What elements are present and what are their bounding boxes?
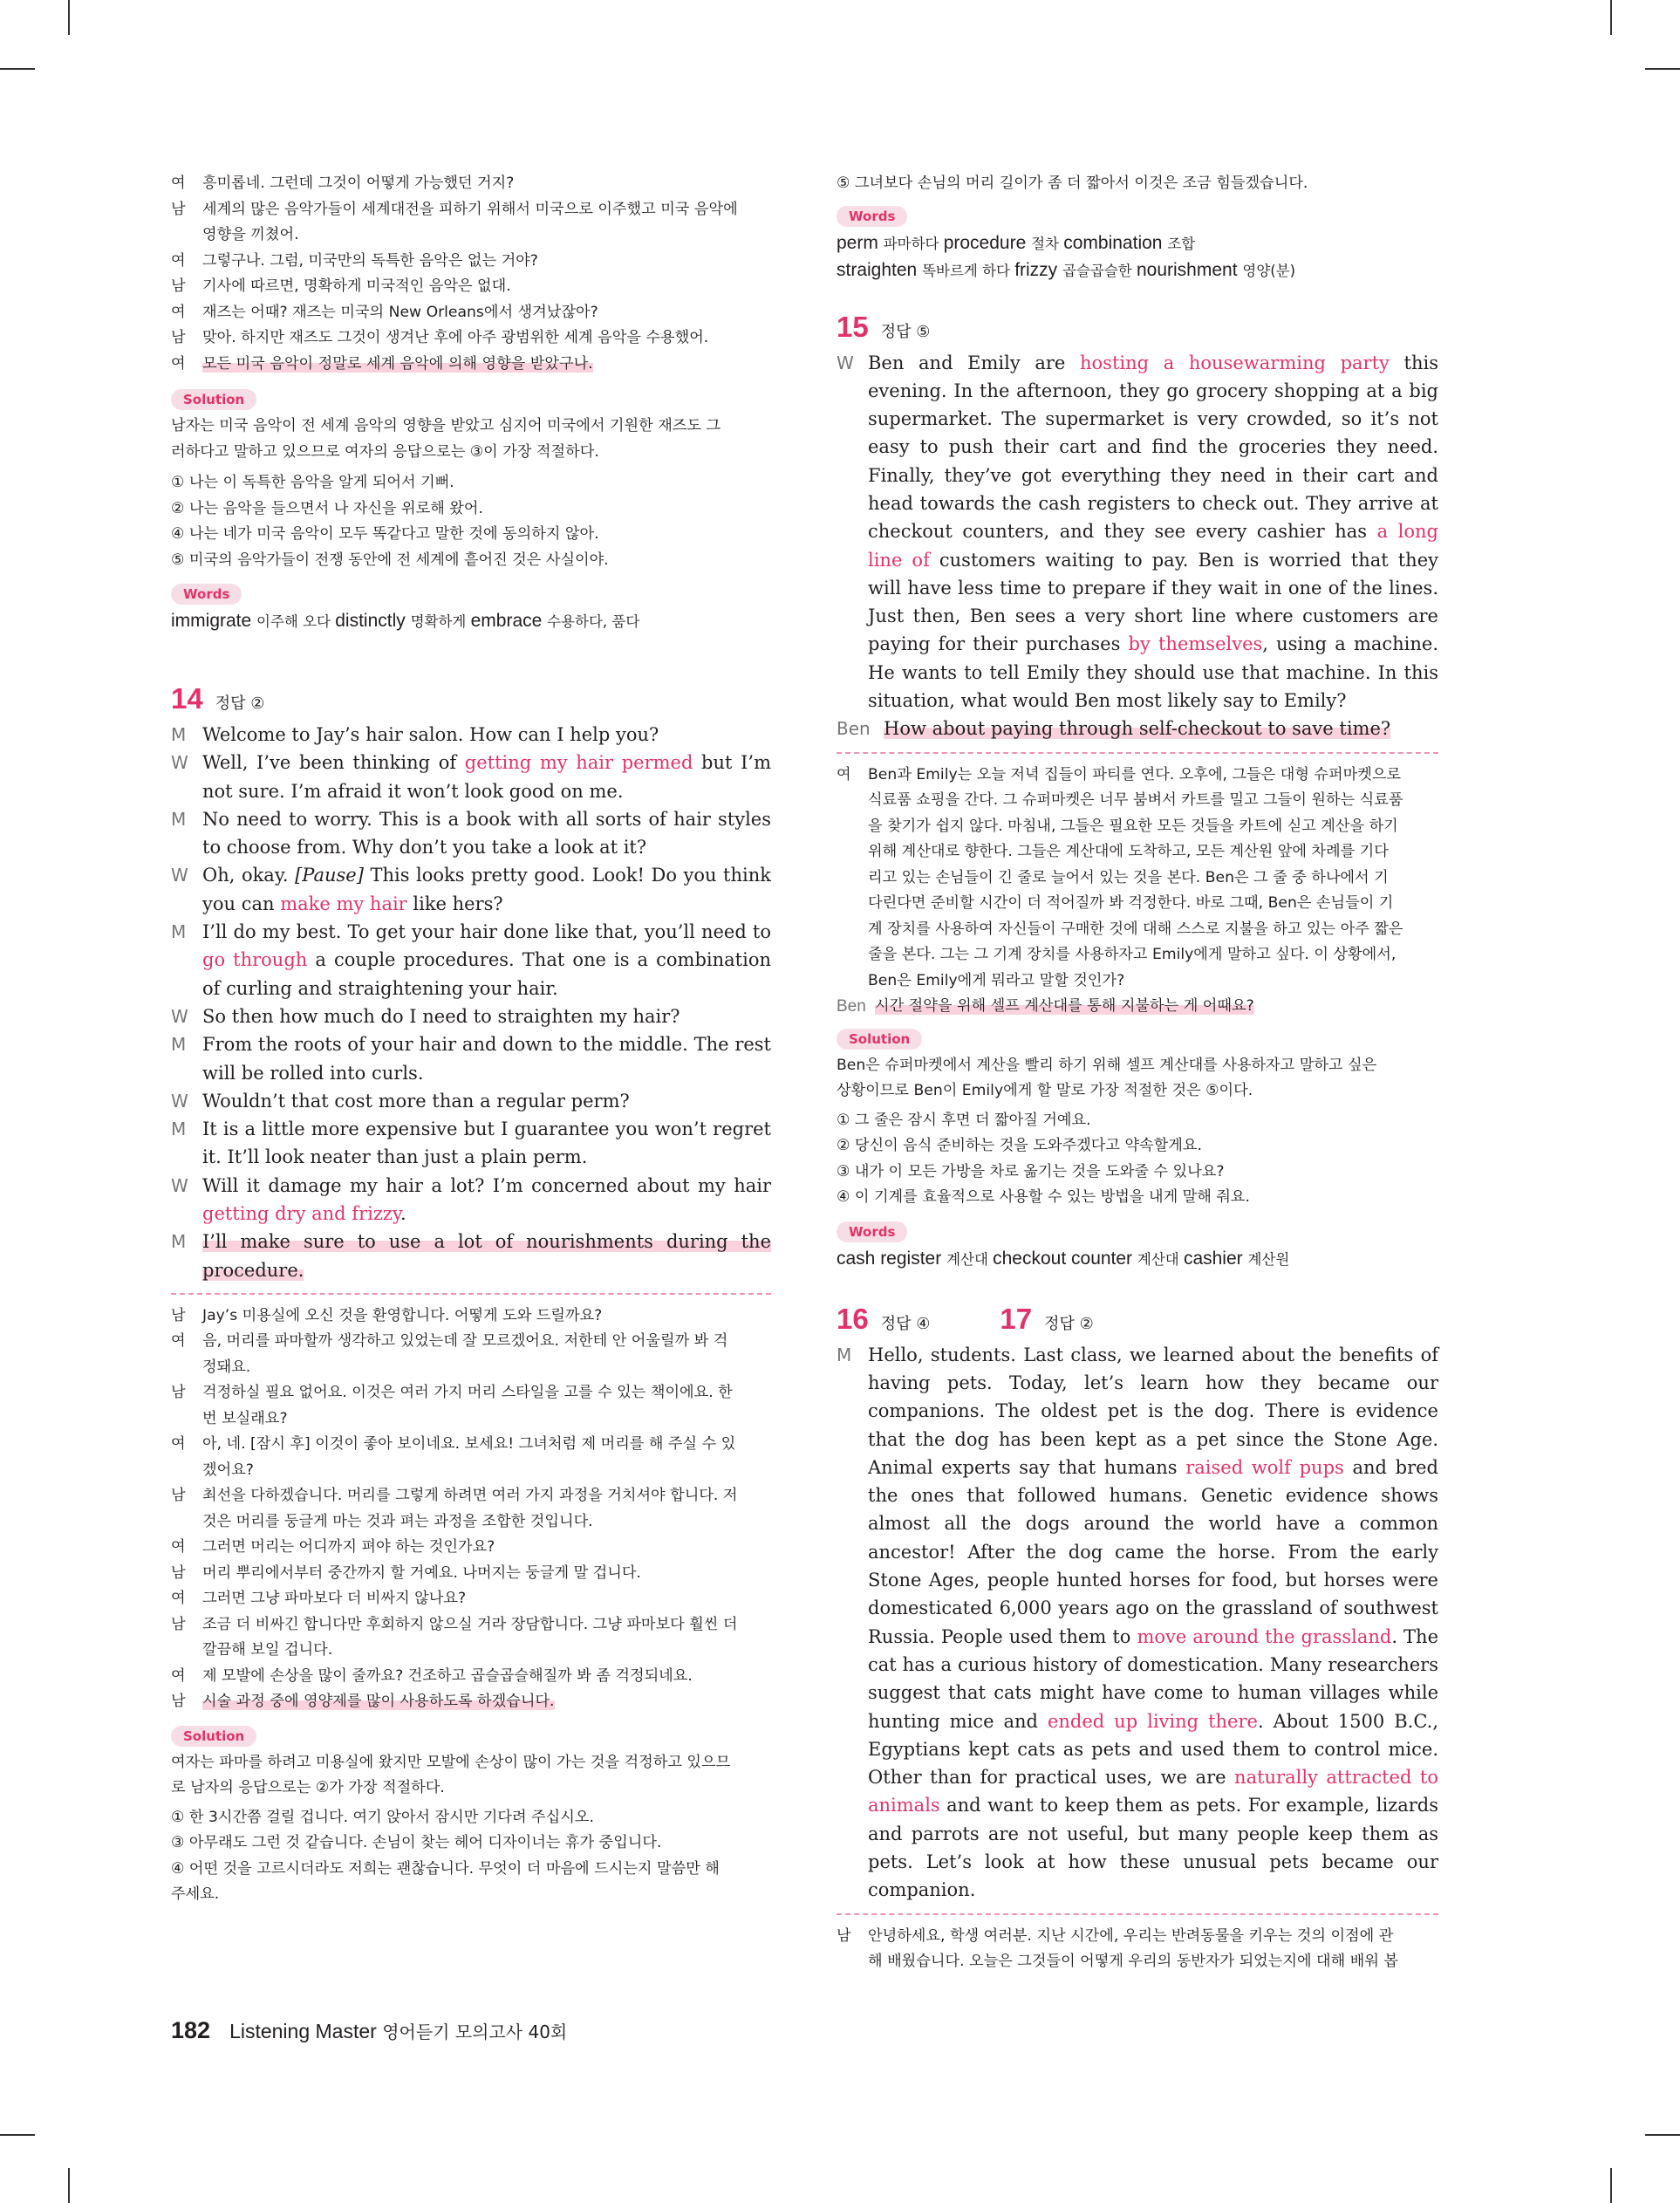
- dialog-line: [171, 325, 771, 352]
- answer-label: 정답 ④: [880, 1314, 931, 1333]
- line-text: 맞아. 하지만 재즈도 그것이 생겨난 후에 아주 광범위한 세계 음악을 수용했어.: [202, 329, 709, 346]
- speaker-label: 여: [171, 1435, 186, 1454]
- text-line: 남자는 미국 음악이 전 세계 음악의 영향을 받았고 심지어 미국에서 기원한 재즈도 그: [171, 417, 721, 434]
- dialog-line: [171, 1380, 771, 1406]
- line-text: 그러면 그냥 파마보다 더 비싸지 않나요?: [202, 1590, 467, 1608]
- speaker-label: W: [171, 865, 188, 886]
- line-text: 조금 더 비싸긴 합니다만 후회하지 않으실 거라 장담합니다. 그냥 파마보다 훨씬 더: [202, 1615, 738, 1633]
- highlighted-answer: How about paying through self-checkout to save time?: [884, 718, 1391, 740]
- text-run: customers waiting to pay. Ben is worried that they will have less time to prepare if they wait in one of the lines. Just then, Ben sees a very short line where customers are paying for their purchases: [868, 549, 1438, 655]
- speaker-label: Ben: [837, 718, 871, 740]
- crop-mark: [68, 0, 70, 35]
- dialog-line: [171, 197, 771, 223]
- keyword-phrase: naturally attracted to animals: [868, 1767, 1439, 1816]
- word-en: procedure: [943, 232, 1032, 253]
- word-en: cash register: [837, 1248, 947, 1269]
- text-run: [Pause]: [295, 865, 364, 886]
- line-text: 아, 네. [잠시 후] 이것이 좋아 보이네요. 보세요! 그녀처럼 제 머리를 해 주실 수 있: [202, 1435, 736, 1454]
- question-number: 17: [1000, 1302, 1033, 1335]
- text-line: ④ 이 기계를 효율적으로 사용할 수 있는 방법을 내게 말해 줘요.: [837, 1188, 1250, 1207]
- speaker-label: 남: [171, 1487, 186, 1505]
- q15-english-passage: [837, 349, 1438, 715]
- solution-tag: Solution: [171, 1726, 256, 1747]
- text-line: 러하다고 말하고 있으므로 여자의 응답으로는 ③이 가장 적절하다.: [171, 442, 599, 461]
- line-text: 음, 머리를 파마할까 생각하고 있었는데 잘 모르겠어요. 저한테 안 어울릴까 봐 걱: [202, 1332, 728, 1351]
- line-text: 안녕하세요, 학생 여러분. 지난 시간에, 우리는 반려동물을 키우는 것의 이점에 관: [868, 1926, 1394, 1945]
- line-text: [202, 749, 771, 805]
- line-text: 기사에 따르면, 명확하게 미국적인 음악은 없대.: [202, 277, 511, 295]
- speaker-label: 남: [171, 1693, 186, 1711]
- word-meaning: 명확하게: [410, 613, 471, 630]
- text-run: Will it damage my hair a lot? I’m concerned about my hair: [202, 1174, 771, 1196]
- dialog-line: [171, 1509, 771, 1536]
- words-row: [837, 230, 1438, 257]
- word-meaning: 절차: [1031, 235, 1064, 252]
- q15-ben-line: [837, 715, 1438, 742]
- crop-mark: [1645, 68, 1680, 70]
- line-text: [202, 1115, 771, 1172]
- dialog-line: [171, 1087, 771, 1115]
- line-text: 최선을 다하겠습니다. 머리를 그렇게 하려면 여러 가지 과정을 거치셔야 합니다. 저: [202, 1487, 738, 1505]
- text-line: ② 당신이 음식 준비하는 것을 도와주겠다고 약속할게요.: [837, 1137, 1202, 1155]
- dialog-line: [171, 1172, 771, 1228]
- text-run: but I’m not sure. I’m afraid it won’t look good on me.: [202, 752, 771, 802]
- q14-options: [171, 1805, 771, 1908]
- word-meaning: 계산원: [1247, 1250, 1290, 1268]
- text-line: ④ 어떤 것을 고르시더라도 저희는 괜찮습니다. 무엇이 더 마음에 드시는지 말씀만 해: [171, 1859, 720, 1878]
- q16-english-passage: [837, 1341, 1438, 1905]
- text-run: , using a machine. He wants to tell Emily they should use that machine. In this situation, what would Ben most likely say to Emily?: [868, 633, 1439, 712]
- dialog-line: [171, 1535, 771, 1561]
- text-run: So then how much do I need to straighten my hair?: [202, 1005, 680, 1027]
- crop-mark: [1645, 2134, 1680, 2136]
- dialog-line: [171, 1115, 771, 1172]
- q14-english-dialog: [171, 721, 771, 1284]
- passage-text: [868, 763, 1438, 995]
- dialog-line: [837, 1924, 1438, 1950]
- q13-solution: [171, 414, 771, 465]
- text-line: 을 찾기가 쉽지 않다. 마침내, 그들은 필요한 모든 것들을 카트에 싣고 계산을 하기: [868, 817, 1398, 835]
- dialog-line: [171, 274, 771, 300]
- highlighted-answer: 시간 절약을 위해 셀프 계산대를 통해 지불하는 게 어때요?: [875, 997, 1254, 1016]
- speaker-label: 남: [171, 1563, 186, 1582]
- line-text: Jay’s 미용실에 오신 것을 환영합니다. 어떻게 도와 드릴까요?: [202, 1306, 603, 1324]
- speaker-label: M: [171, 724, 187, 745]
- q15-korean-passage: [837, 763, 1438, 995]
- q15-header: [837, 311, 1438, 344]
- keyword-phrase: go through: [202, 949, 308, 971]
- answer-label: 정답 ②: [215, 694, 265, 713]
- q13-korean-dialog: [171, 171, 771, 352]
- highlighted-answer: 시술 과정 중에 영양제를 많이 사용하도록 하겠습니다.: [202, 1693, 555, 1711]
- word-meaning: 똑바르게 하다: [922, 262, 1015, 279]
- word-en: perm: [837, 232, 884, 253]
- line-text: 깔끔해 보일 겁니다.: [202, 1641, 333, 1659]
- dialog-line: [171, 1355, 771, 1381]
- text-line: 로 남자의 응답으로는 ②가 가장 적절하다.: [171, 1779, 445, 1797]
- speaker-label: 남: [171, 1615, 186, 1633]
- crop-mark: [68, 2168, 70, 2203]
- word-meaning: 조합: [1167, 235, 1196, 252]
- speaker-label: W: [171, 1005, 188, 1027]
- line-text: 해 배웠습니다. 오늘은 그것들이 어떻게 우리의 동반자가 되었는지에 대해 배워 봅: [868, 1953, 1399, 1971]
- passage-text: [868, 1341, 1438, 1905]
- dialog-line: [171, 1664, 771, 1690]
- text-line: 줄을 본다. 그는 그 기계 장치를 사용하자고 Emily에게 말하고 싶다. 이 상황에서,: [868, 946, 1397, 964]
- words-tag: Words: [837, 206, 907, 227]
- speaker-label: [171, 1406, 202, 1433]
- text-line: ⑤ 미국의 음악가들이 전쟁 동안에 전 세계에 흩어진 것은 사실이야.: [171, 551, 609, 569]
- text-line: 다린다면 준비할 시간이 더 적어질까 봐 걱정한다. 바로 그때, Ben은 손님들이 기: [868, 894, 1394, 913]
- q14-korean-dialog: [171, 1303, 771, 1690]
- text-run: like hers?: [406, 893, 503, 914]
- speaker-label: 남: [171, 329, 186, 346]
- crop-mark: [0, 68, 35, 70]
- speaker-label: 남: [171, 1384, 186, 1402]
- keyword-phrase: by themselves: [1128, 633, 1263, 655]
- line-text: 그러면 머리는 어디까지 펴야 하는 것인가요?: [202, 1538, 495, 1556]
- keyword-phrase: move around the grassland: [1137, 1625, 1392, 1647]
- text-line: ① 한 3시간쯤 걸릴 겁니다. 여기 앉아서 잠시만 기다려 주십시오.: [171, 1808, 594, 1826]
- text-line: ① 그 줄은 잠시 후면 더 짧아질 거예요.: [837, 1111, 1091, 1129]
- words-tag: Words: [837, 1221, 907, 1242]
- q15-korean-ben-line: [837, 994, 1438, 1020]
- speaker-label: 남: [171, 1306, 186, 1324]
- keyword-phrase: getting my hair permed: [464, 752, 693, 774]
- words-row: [837, 257, 1438, 284]
- speaker-label: M: [837, 1344, 852, 1365]
- words-row: [837, 1246, 1438, 1273]
- line-text: 그렇구나. 그럼, 미국만의 독특한 음악은 없는 거야?: [202, 251, 538, 270]
- dialog-line: [171, 1561, 771, 1587]
- question-number: 15: [837, 310, 869, 343]
- dialog-line: [171, 222, 771, 249]
- keyword-phrase: hosting a housewarming party: [1080, 352, 1390, 373]
- dialog-line: [171, 1228, 771, 1284]
- speaker-label: M: [171, 1119, 187, 1140]
- passage-text: [868, 349, 1438, 715]
- dialog-line: [171, 1638, 771, 1664]
- speaker-label: [837, 1949, 868, 1975]
- question-number: 16: [837, 1302, 869, 1335]
- line-text: [202, 861, 771, 918]
- dialog-line: [171, 721, 771, 749]
- dialog-line: [171, 249, 771, 275]
- speaker-label: 여: [171, 1666, 186, 1685]
- keyword-phrase: getting dry and frizzy: [202, 1203, 401, 1225]
- text-line: Ben은 슈퍼마켓에서 계산을 빨리 하기 위해 셀프 계산대를 사용하자고 말하고 싶은: [837, 1056, 1377, 1074]
- highlighted-answer: 모든 미국 음악이 정말로 세계 음악에 의해 영향을 받았구나.: [202, 354, 593, 373]
- text-line: Ben과 Emily는 오늘 저녁 집들이 파티를 연다. 오후에, 그들은 대형 슈퍼마켓으로: [868, 765, 1402, 783]
- q13-words: [171, 608, 771, 635]
- speaker-label: Ben: [837, 997, 866, 1016]
- speaker-label: 여: [171, 1590, 186, 1608]
- text-line: ② 나는 음악을 들으면서 나 자신을 위로해 왔어.: [171, 499, 483, 517]
- line-text: [202, 1228, 771, 1284]
- speaker-label: [171, 1638, 202, 1664]
- dialog-line: [171, 1586, 771, 1612]
- dialog-line: [171, 1432, 771, 1458]
- q16-korean-passage: [837, 1924, 1438, 1975]
- q14-solution: [171, 1750, 771, 1802]
- crop-mark: [0, 2134, 35, 2136]
- speaker-label: M: [171, 1034, 187, 1056]
- speaker-label: W: [171, 1174, 188, 1196]
- speaker-label: 남: [837, 1926, 851, 1945]
- words-row: [171, 608, 771, 635]
- word-en: checkout counter: [993, 1248, 1137, 1269]
- text-line: ③ 아무래도 그런 것 같습니다. 손님이 찾는 헤어 디자이너는 휴가 중입니다.: [171, 1834, 662, 1852]
- q15-words: [837, 1246, 1438, 1273]
- word-meaning: 영양(분): [1242, 262, 1296, 279]
- q14-korean-answer-line: [171, 1689, 771, 1715]
- keyword-phrase: ended up living there: [1047, 1710, 1258, 1732]
- speaker-label: 남: [171, 200, 186, 218]
- text-line: 여자는 파마를 하려고 미용실에 왔지만 모발에 손상이 많이 가는 것을 걱정하고 있으므: [171, 1753, 731, 1771]
- q16-17-header: [837, 1303, 1438, 1336]
- q14-header: [171, 682, 771, 715]
- text-run: . About 1500 B.C., Egyptians kept cats as pets and used them to control mice. Other than for practical uses, we are: [868, 1710, 1438, 1789]
- text-run: It is a little more expensive but I guarantee you won’t regret it. It’ll look neater than just a plain perm.: [202, 1119, 771, 1168]
- speaker-label: [171, 1509, 202, 1536]
- words-tag: Words: [171, 584, 242, 605]
- text-run: This looks pretty good. Look! Do you think you can: [202, 865, 771, 914]
- word-en: embrace: [470, 611, 548, 631]
- speaker-label: 남: [171, 277, 186, 295]
- speaker-label: [171, 1355, 202, 1381]
- page-number: 182: [171, 2017, 211, 2043]
- word-en: immigrate: [171, 611, 257, 631]
- text-run: and bred the ones that followed humans. Genetic evidence shows almost all the dogs around the world have a common ancestor! After the dog came the horse. From the early Stone Ages, people hunted horses for food, but horses were domesticated 6,000 years ago on the grassland of southwest Russia. People used them to: [868, 1456, 1438, 1647]
- line-text: 겠어요?: [202, 1461, 254, 1479]
- text-line: 계 장치를 사용하여 자신들이 구매한 것에 대해 스스로 지불을 하고 있는 아주 짧은: [868, 920, 1403, 938]
- q13-options: [171, 470, 771, 573]
- word-en: straighten: [837, 259, 923, 280]
- crop-mark: [1610, 0, 1612, 35]
- line-text: [202, 1087, 771, 1115]
- keyword-phrase: raised wolf pups: [1185, 1456, 1344, 1478]
- keyword-phrase: a long line of: [868, 521, 1438, 571]
- page-footer: [171, 2017, 567, 2044]
- dialog-line: [171, 300, 771, 326]
- left-column: [171, 171, 771, 1908]
- q13-korean-answer-line: [171, 352, 771, 378]
- text-line: 상황이므로 Ben이 Emily에게 할 말로 가장 적절한 것은 ⑤이다.: [837, 1082, 1253, 1100]
- text-run: Welcome to Jay’s hair salon. How can I help you?: [202, 724, 659, 745]
- speaker-label: 여: [171, 354, 186, 373]
- speaker-label: W: [171, 1090, 188, 1112]
- line-text: 머리 뿌리에서부터 중간까지 할 거예요. 나머지는 둥글게 말 겁니다.: [202, 1563, 641, 1582]
- line-text: 정돼요.: [202, 1358, 251, 1376]
- word-meaning: 이주해 오다: [256, 613, 336, 630]
- text-run: and want to keep them as pets. For example, lizards and parrots are not useful, but many people keep them as pets. Let’s look at how these unusual pets became our companion.: [868, 1795, 1438, 1901]
- q14-words: [837, 230, 1438, 284]
- answer-label: 정답 ②: [1044, 1314, 1094, 1333]
- word-en: cashier: [1183, 1248, 1248, 1269]
- q15-options: [837, 1108, 1438, 1211]
- speaker-label: 여: [171, 1332, 186, 1351]
- dialog-line: [171, 1329, 771, 1355]
- text-line: 위해 계산대로 향한다. 그들은 계산대에 도착하고, 모든 계산원 앞에 차례를 기다: [868, 843, 1389, 861]
- text-run: Wouldn’t that cost more than a regular perm?: [202, 1090, 630, 1112]
- text-run: Well, I’ve been thinking of: [202, 752, 465, 774]
- word-en: frizzy: [1014, 259, 1063, 280]
- line-text: 영향을 끼쳤어.: [202, 226, 299, 243]
- line-text: 번 보실래요?: [202, 1409, 288, 1427]
- text-run: Hello, students. Last class, we learned about the benefits of having pets. Today, let’s learn how they became our companions. The oldest pet is the dog. There is evidence that the dog has been kept as a pet since the Stone Age. Animal experts say that humans: [868, 1344, 1438, 1478]
- line-text: 세계의 많은 음악가들이 세계대전을 피하기 위해서 미국으로 이주했고 미국 음악에: [202, 200, 738, 218]
- speaker-label: 여: [171, 174, 186, 192]
- text-line: Ben은 Emily에게 뭐라고 말할 것인가?: [868, 971, 1125, 989]
- text-run: From the roots of your hair and down to the middle. The rest will be rolled into curls.: [202, 1034, 771, 1084]
- right-column: [837, 171, 1438, 1975]
- speaker-label: [171, 222, 202, 249]
- word-meaning: 계산대: [1137, 1250, 1184, 1268]
- book-title-en: Listening Master: [229, 2020, 383, 2042]
- dialog-line: [171, 1483, 771, 1509]
- text-line: ③ 내가 이 모든 가방을 차로 옮기는 것을 도와줄 수 있나요?: [837, 1162, 1225, 1180]
- line-text: [202, 721, 771, 749]
- word-meaning: 계산대: [946, 1250, 994, 1268]
- line-text: [202, 1172, 771, 1228]
- text-run: Ben and Emily are: [868, 352, 1080, 373]
- text-run: I’ll do my best. To get your hair done like that, you’ll need to: [202, 921, 771, 943]
- word-meaning: 수용하다, 품다: [547, 613, 640, 630]
- answer-label: 정답 ⑤: [880, 322, 931, 341]
- text-run: this evening. In the afternoon, they go grocery shopping at a big supermarket. The supermarket is very crowded, so it’s not easy to push their cart and find the groceries they need. Finally, they’ve got everything they need in their cart and head towards the cash registers to check out. They arrive at checkout counters, and they see every cashier has: [868, 352, 1438, 543]
- solution-tag: Solution: [837, 1029, 922, 1050]
- word-meaning: 파마하다: [883, 235, 944, 252]
- keyword-phrase: make my hair: [280, 893, 407, 914]
- dialog-line: [171, 1030, 771, 1087]
- word-en: nourishment: [1136, 259, 1243, 280]
- dialog-line: [171, 1406, 771, 1433]
- dialog-line: [171, 1002, 771, 1030]
- speaker-label: W: [837, 352, 854, 373]
- word-en: distinctly: [335, 611, 411, 631]
- text-line: 리고 있는 손님들이 긴 줄로 늘어서 있는 것을 본다. Ben은 그 줄 중 하나에서 기: [868, 868, 1389, 886]
- book-title-ko: 영어듣기 모의고사 40회: [382, 2022, 568, 2042]
- speaker-label: 여: [171, 251, 186, 270]
- dialog-line: [171, 749, 771, 805]
- line-text: [202, 1002, 771, 1030]
- word-en: combination: [1063, 232, 1168, 253]
- line-text: 제 모발에 손상을 많이 줄까요? 건조하고 곱슬곱슬해질까 봐 좀 걱정되네요.: [202, 1666, 693, 1685]
- text-run: . The cat has a curious history of domestication. Many researchers suggest that cats might have come to human villages while hunting mice and: [868, 1625, 1438, 1732]
- dialog-line: [171, 861, 771, 918]
- highlighted-answer: I’ll make sure to use a lot of nourishments during the procedure.: [202, 1231, 771, 1281]
- speaker-label: M: [171, 1231, 187, 1253]
- crop-mark: [1610, 2168, 1612, 2203]
- speaker-label: [171, 1458, 202, 1484]
- text-run: .: [400, 1203, 406, 1225]
- speaker-label: M: [171, 808, 187, 830]
- dialog-line: [171, 1612, 771, 1639]
- text-run: Oh, okay.: [202, 865, 296, 886]
- dialog-line: [171, 918, 771, 1002]
- text-line: ④ 나는 네가 미국 음악이 모두 똑같다고 말한 것에 동의하지 않아.: [171, 525, 599, 543]
- word-meaning: 곱슬곱슬한: [1062, 262, 1137, 279]
- q15-solution: [837, 1053, 1438, 1105]
- speaker-label: W: [171, 752, 188, 774]
- dialog-line: [171, 1303, 771, 1330]
- line-text: 것은 머리를 둥글게 마는 것과 펴는 과정을 조합한 것입니다.: [202, 1512, 593, 1530]
- line-text: 걱정하실 필요 없어요. 이것은 여러 가지 머리 스타일을 고를 수 있는 책이에요. 한: [202, 1384, 733, 1402]
- speaker-label: 여: [171, 303, 186, 321]
- question-number: 14: [171, 682, 203, 715]
- dialog-line: [171, 1458, 771, 1484]
- speaker-label: 여: [171, 1538, 186, 1556]
- speaker-label: 여: [837, 765, 851, 783]
- text-line: 주세요.: [171, 1885, 220, 1904]
- dialog-line: [171, 171, 771, 197]
- dialog-line: [171, 805, 771, 862]
- dialog-line: [837, 1949, 1438, 1975]
- line-text: 흥미롭네. 그런데 그것이 어떻게 가능했던 거지?: [202, 174, 515, 192]
- speaker-label: M: [171, 921, 187, 943]
- text-line: 식료품 쇼핑을 간다. 그 슈퍼마켓은 너무 붐벼서 카트를 밀고 그들이 원하는 식료품: [868, 791, 1403, 810]
- line-text: 재즈는 어때? 재즈는 미국의 New Orleans에서 생겨났잖아?: [202, 303, 598, 321]
- text-run: a couple procedures. That one is a combination of curling and straightening your hair.: [202, 949, 771, 999]
- line-text: [202, 805, 771, 862]
- line-text: [202, 1030, 771, 1087]
- line-text: [202, 918, 771, 1002]
- solution-tag: Solution: [171, 389, 256, 410]
- text-line: ① 나는 이 독특한 음악을 알게 되어서 기뻐.: [171, 474, 454, 491]
- book-title: [229, 2018, 567, 2043]
- text-run: No need to worry. This is a book with all sorts of hair styles to choose from. Why don’t you take a look at it?: [202, 808, 771, 859]
- q14-option-5: ⑤ 그녀보다 손님의 머리 길이가 좀 더 짧아서 이것은 조금 힘들겠습니다.: [837, 174, 1308, 192]
